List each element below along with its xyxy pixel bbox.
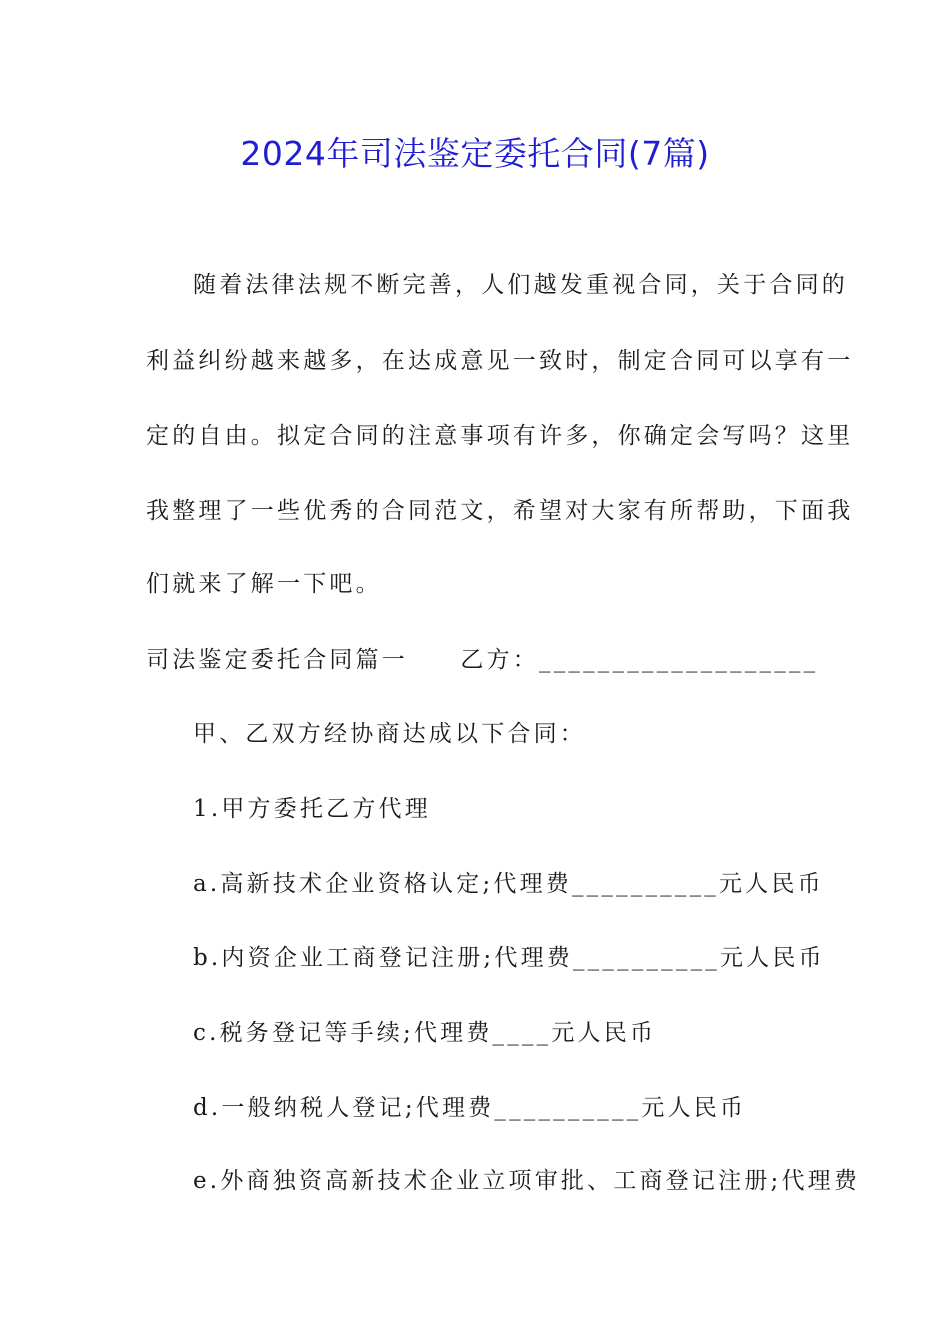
- agreement-line: 甲、乙双方经协商达成以下合同：: [193, 721, 586, 747]
- intro-line-5: 们就来了解一下吧。: [146, 571, 382, 597]
- list-item-c: c.税务登记等手续;代理费____元人民币: [193, 1020, 657, 1046]
- intro-line-2: 利益纠纷越来越多，在达成意见一致时，制定合同可以享有一: [146, 348, 854, 374]
- list-item-d: d.一般纳税人登记;代理费__________元人民币: [193, 1095, 747, 1121]
- intro-line-1: 随着法律法规不断完善，人们越发重视合同，关于合同的: [193, 272, 848, 298]
- document-title: 2024年司法鉴定委托合同(7篇): [240, 134, 710, 173]
- item-heading: 1.甲方委托乙方代理: [193, 796, 431, 822]
- intro-line-4: 我整理了一些优秀的合同范文，希望对大家有所帮助，下面我: [146, 498, 854, 524]
- list-item-e: e.外商独资高新技术企业立项审批、工商登记注册;代理费: [193, 1168, 861, 1194]
- intro-line-3: 定的自由。拟定合同的注意事项有许多，你确定会写吗？这里: [146, 423, 854, 449]
- list-item-b: b.内资企业工商登记注册;代理费__________元人民币: [193, 945, 825, 971]
- list-item-a: a.高新技术企业资格认定;代理费__________元人民币: [193, 871, 824, 897]
- section-heading: 司法鉴定委托合同篇一 乙方：___________________: [146, 647, 819, 673]
